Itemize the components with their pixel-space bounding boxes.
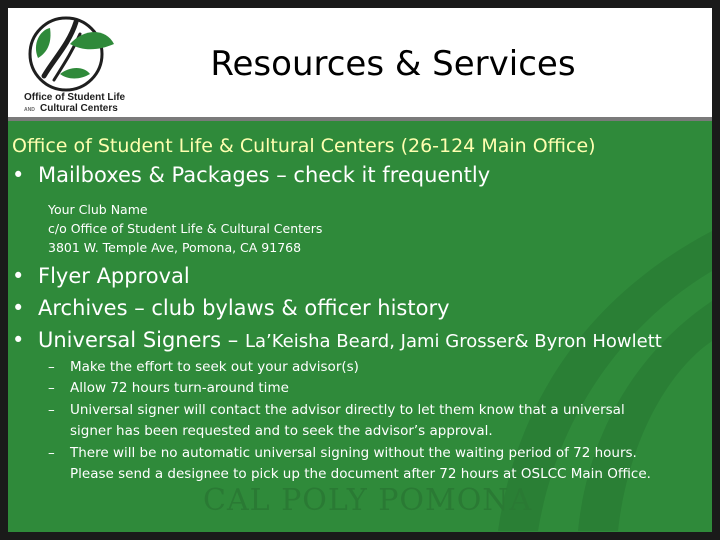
bullet-text: Mailboxes & Packages – check it frequently [38, 163, 491, 187]
sub-item-continuation: Please send a designee to pick up the document after 72 hours at OSLCC Main Office. [70, 466, 651, 482]
dash-mark: – [48, 359, 55, 375]
dash-mark: – [48, 380, 55, 396]
address-line: c/o Office of Student Life & Cultural Centers [48, 221, 323, 236]
bullet-universal-signers [12, 328, 662, 352]
office-subheading: Office of Student Life & Cultural Centers (26-124 Main Office) [12, 135, 596, 157]
address-line: 3801 W. Temple Ave, Pomona, CA 91768 [48, 240, 302, 255]
bullet-flyer [12, 264, 190, 288]
bullet-text: Universal Signers – [38, 328, 245, 352]
bullet-dot: • [12, 296, 25, 320]
signers-names: La’Keisha Beard, Jami Grosser& Byron Howlett [244, 331, 662, 352]
bullet-dot: • [12, 264, 25, 288]
dash-mark: – [48, 402, 55, 418]
address-line: Your Club Name [48, 202, 148, 217]
sub-item-text: Make the effort to seek out your advisor(s) [70, 359, 359, 375]
sub-item [48, 359, 359, 375]
sub-item-continuation: signer has been requested and to seek the advisor’s approval. [70, 423, 493, 439]
bullet-mailboxes [12, 163, 490, 187]
bullet-dot: • [12, 328, 25, 352]
watermark-text: CAL POLY POMONA [203, 483, 533, 518]
bullet-dot: • [12, 163, 25, 187]
slide-body [8, 121, 712, 532]
bullet-text: Flyer Approval [38, 264, 190, 288]
leaf-logo-icon [14, 14, 144, 116]
sub-item-text: Allow 72 hours turn-around time [70, 380, 289, 396]
slide [8, 8, 712, 532]
logo-line1: Office of Student Life [24, 92, 126, 103]
sub-item [48, 402, 625, 418]
sub-item-text: Universal signer will contact the advisor directly to let them know that a universal [70, 402, 625, 418]
sub-item [48, 380, 289, 396]
logo-text [24, 92, 125, 114]
sub-item [48, 445, 637, 461]
page-title: Resources & Services [210, 44, 576, 84]
bullet-text: Archives – club bylaws & officer history [38, 296, 450, 320]
sub-item-text: There will be no automatic universal signing without the waiting period of 72 hours. [70, 445, 637, 461]
dash-mark: – [48, 445, 55, 461]
slide-header [8, 8, 712, 121]
logo-and: AND [24, 107, 35, 113]
bullet-archives [12, 296, 450, 320]
logo-line2: Cultural Centers [40, 103, 118, 114]
